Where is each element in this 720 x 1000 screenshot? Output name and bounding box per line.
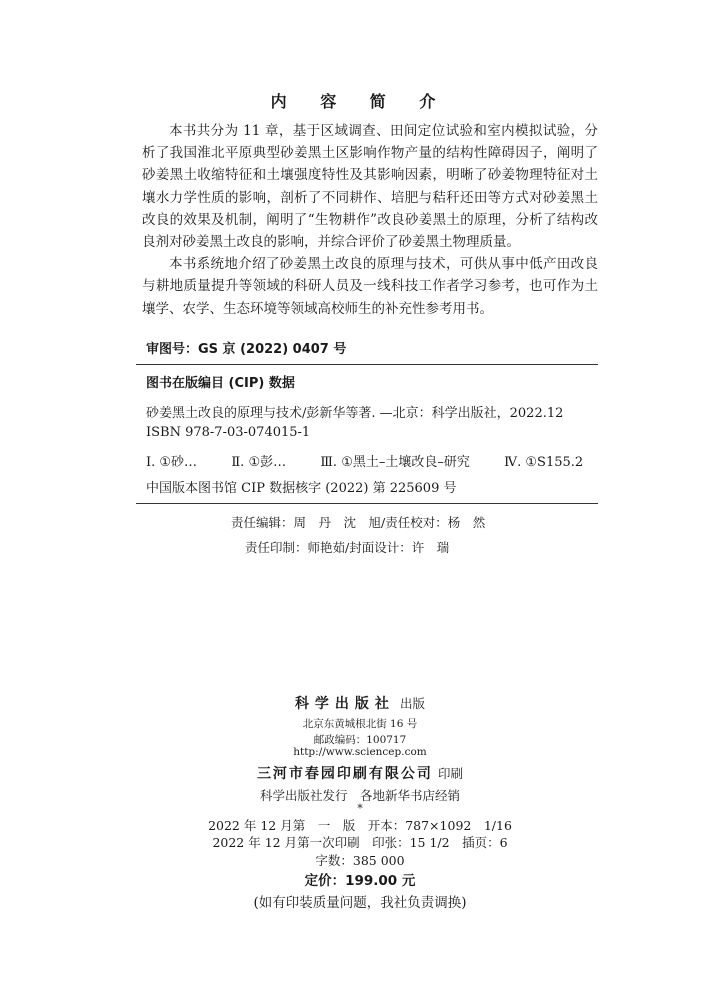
publisher-address: 北京东黄城根北街 16 号 xyxy=(302,718,418,730)
summary-paragraph: 本书系统地介绍了砂姜黑土改良的原理与技术，可供从事中低产田改良与耕地质量提升等领域的科研人员及一线科技工作者学习参考，也可作为土壤学、农学、生态环境等领域高校师生的补充性参考用书。 xyxy=(142,256,598,317)
cip-class-2: Ⅱ. ①彭… xyxy=(231,455,287,470)
cip-class-4: Ⅳ. ①S155.2 xyxy=(504,455,584,470)
cip-class-3: Ⅲ. ①黑土–土壤改良–研究 xyxy=(320,455,470,470)
divider xyxy=(136,503,598,504)
cip-library-number: 中国版本图书馆 CIP 数据核字 (2022) 第 225609 号 xyxy=(146,481,457,496)
printer-name: 三河市春园印刷有限公司 xyxy=(256,766,433,782)
printing-line: 2022 年 12 月第一次印刷 印张：15 1/2 插页：6 xyxy=(212,835,508,850)
content-summary xyxy=(142,120,598,320)
divider xyxy=(136,364,598,365)
quality-notice: (如有印装质量问题，我社负责调换) xyxy=(253,895,467,911)
edition-line: 2022 年 12 月第 一 版 开本：787×1092 1/16 xyxy=(208,818,512,833)
publisher-name: 科学出版社 xyxy=(294,696,395,712)
publisher-url: http://www.sciencep.com xyxy=(293,746,427,758)
cip-heading: 图书在版编目 (CIP) 数据 xyxy=(146,376,295,391)
cip-classification xyxy=(146,451,596,470)
word-count: 字数：385 000 xyxy=(315,853,405,868)
cip-isbn: ISBN 978-7-03-074015-1 xyxy=(146,425,311,440)
cip-title-line: 砂姜黑土改良的原理与技术/彭新华等著. —北京：科学出版社，2022.12 xyxy=(146,406,564,421)
editor-credits: 责任编辑：周 丹 沈 旭/责任校对：杨 然 xyxy=(231,515,486,530)
printing-credits: 责任印制：师艳茹/封面设计：许 瑞 xyxy=(245,540,450,555)
cip-class-1: Ⅰ. ①砂… xyxy=(146,455,198,470)
distribution-line: 科学出版社发行 各地新华书店经销 xyxy=(259,788,460,803)
page-title: 内 容 简 介 xyxy=(270,92,450,111)
printer-line xyxy=(0,763,720,783)
publisher-line xyxy=(0,693,720,713)
publisher-postcode: 邮政编码：100717 xyxy=(313,734,407,746)
publish-word: 出版 xyxy=(400,696,426,711)
price: 定价：199.00 元 xyxy=(304,873,416,889)
print-word: 印刷 xyxy=(438,766,464,781)
separator-star: * xyxy=(357,802,363,815)
map-review-number: 审图号：GS 京 (2022) 0407 号 xyxy=(146,342,347,357)
summary-paragraph: 本书共分为 11 章，基于区域调查、田间定位试验和室内模拟试验，分析了我国淮北平原典型砂姜黑土区影响作物产量的结构性障碍因子，阐明了砂姜黑土收缩特征和土壤强度特性及其影响因素，明晰了砂姜物理特征对土壤水力学性质的影响，剖析了不同耕作、培肥与秸秆还田等方式对砂姜黑土改良的效果及机制，阐明了“生物耕作”改良砂姜黑土的原理，分析了结构改良剂对砂姜黑土改良的影响，并综合评价了砂姜黑土物理质量。 xyxy=(142,123,598,251)
